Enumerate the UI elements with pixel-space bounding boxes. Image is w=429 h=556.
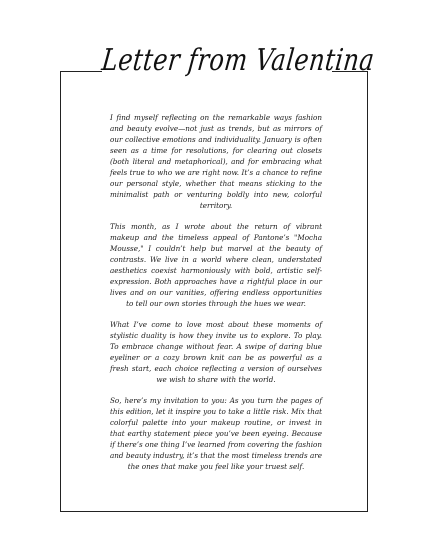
letter-body	[110, 112, 322, 482]
title-area	[100, 38, 377, 86]
paragraph-1: I find myself reflecting on the remarkable ways fashion and beauty evolve—not just as trends, but as mirrors of our collective emotions and individuality. January is often seen as a time for resolutions, for clearing out closets (both literal and metaphorical), and for embracing what feels true to who we are right now. It’s a chance to refine our personal style, whether that means sticking to the minimalist path or venturing boldly into new, colorful territory.	[110, 113, 322, 210]
paragraph-2: This month, as I wrote about the return of vibrant makeup and the timeless appeal of Pantone’s "Mocha Mousse," I couldn’t help but marvel at the beauty of contrasts. We live in a world where clean, understated aesthetics coexist harmoniously with bold, artistic self-expression. Both approaches have a rightful place in our lives and on our vanities, offering endless opportunities to tell our own stories through the hues we wear.	[110, 222, 322, 308]
paragraph-3: What I’ve come to love most about these moments of stylistic duality is how they invite us to explore. To play. To embrace change without fear. A swipe of daring blue eyeliner or a cozy brown knit can be as powerful as a fresh start, each choice reflecting a version of ourselves we wish to share with the world.	[110, 320, 322, 384]
paragraph-4: So, here’s my invitation to you: As you turn the pages of this edition, let it inspire you to take a little risk. Mix that colorful palette into your makeup routine, or invest in that earthy statement piece you’ve been eyeing. Because if there’s one thing I’ve learned from covering the fashion and beauty industry, it’s that the most timeless trends are the ones that make you feel like your truest self.	[110, 396, 322, 471]
letter-title: Letter from Valentina	[100, 42, 377, 78]
